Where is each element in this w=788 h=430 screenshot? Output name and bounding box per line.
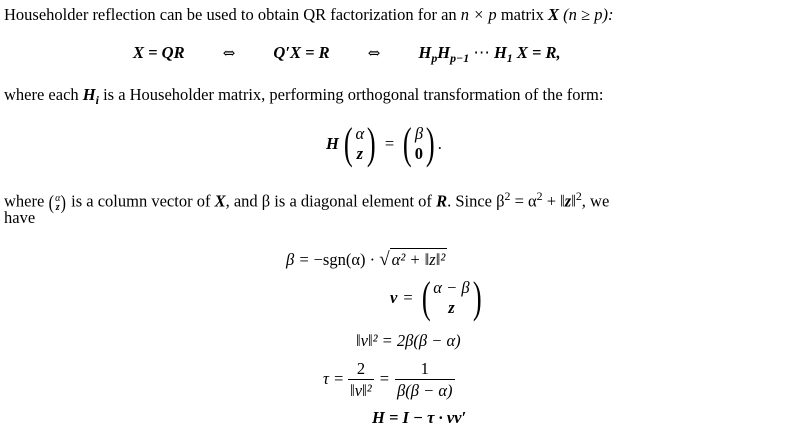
transform-equals: = xyxy=(384,134,395,153)
equation-beta: β = −sgn(α) · √ α² + ‖z‖² xyxy=(286,249,446,270)
intro-matrix-symbol: X xyxy=(548,5,560,24)
transform-equation xyxy=(326,120,442,168)
intro-line xyxy=(4,5,613,25)
intro-condition: (n ≥ p): xyxy=(563,5,614,24)
where-alpha-line-2: have xyxy=(4,208,36,227)
where-each-before: where each xyxy=(4,85,79,104)
where-each-symbol: $H_i$ xyxy=(82,85,99,108)
where-each-line xyxy=(4,85,603,110)
eq-qr: X = QR xyxy=(133,43,185,62)
transform-H: H xyxy=(326,134,339,153)
v-vector: ( α − β z ) xyxy=(421,273,482,322)
iff-symbol-1: ⇔ xyxy=(222,44,236,62)
equation-H: H = I − τ · vv′ xyxy=(372,408,467,427)
intro-matrix-word: matrix xyxy=(500,5,544,24)
eq-qtx: Q′X = R xyxy=(273,43,330,62)
equivalence-equation xyxy=(133,43,561,68)
where-alpha-line: where ( α z ) is a column vector of X, and β is a diagonal element of R. Since $\beta^2 = \alpha^2$ + ‖z‖$^2$, we xyxy=(4,189,610,214)
where-each-after: is a Householder matrix, performing orthogonal transformation of the form: xyxy=(103,85,604,104)
intro-text: Householder reflection can be used to obtain QR factorization for an xyxy=(4,5,457,24)
equation-v: v = ( α − β z ) xyxy=(390,274,484,322)
equation-tau: τ = $\frac{2}{\text{‖v‖²}}$ = $\frac{1}{\beta(\beta - \alpha)}$ xyxy=(323,358,453,400)
tau-fraction-1: $\frac{2}{\text{‖v‖²}}$ xyxy=(350,358,372,400)
transform-rhs-vector: ( β 0 ) xyxy=(403,119,435,168)
transform-period: . xyxy=(437,134,442,153)
transform-lhs-vector: ( α z ) xyxy=(343,119,376,168)
equation-norm: ‖v‖² = 2β(β − α) xyxy=(356,331,461,350)
inline-column-vector: ( α z ) xyxy=(49,191,67,214)
tau-fraction-2: $\frac{1}{\beta(\beta - \alpha)}$ xyxy=(397,358,453,400)
eq-product: $H_pH_{p-1}$ ⋯ $H_1$ X = R, xyxy=(418,43,561,66)
iff-symbol-2: ⇔ xyxy=(367,44,381,62)
intro-dims: n × p xyxy=(460,5,497,24)
